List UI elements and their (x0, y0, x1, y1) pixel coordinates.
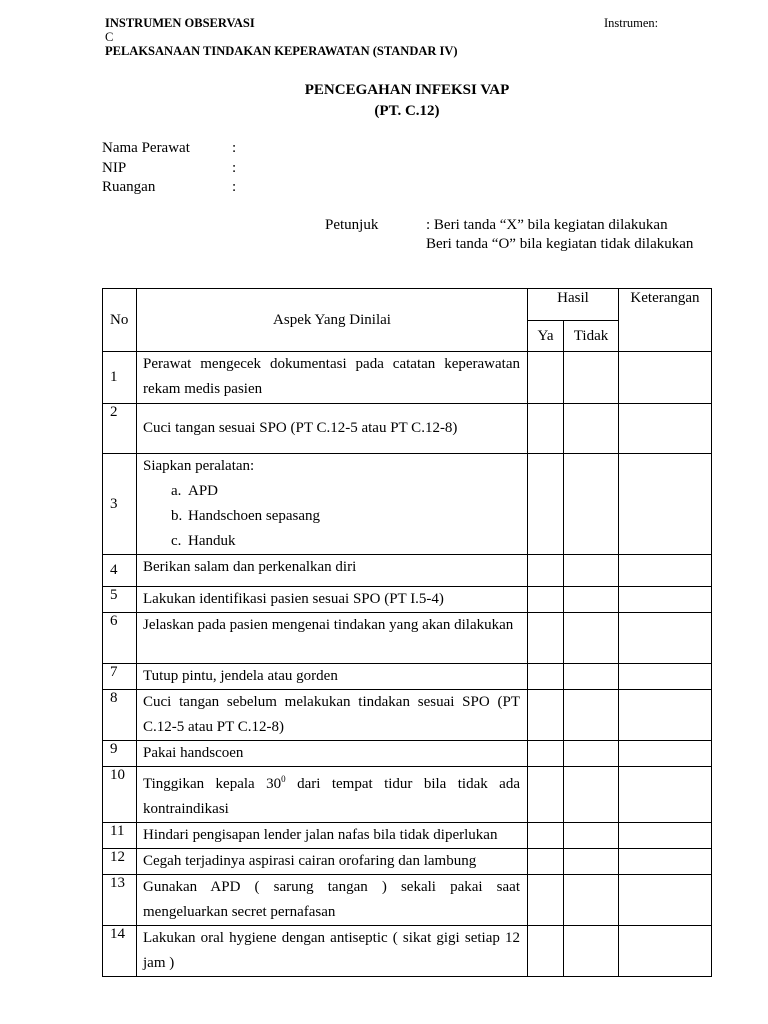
table-row (103, 613, 712, 664)
cell-ya[interactable] (528, 352, 564, 404)
list-item (171, 479, 520, 504)
row-aspect (137, 741, 528, 767)
degree-superscript: 0 (281, 774, 286, 784)
table-row (103, 555, 712, 587)
cell-tidak[interactable] (564, 767, 619, 823)
cell-tidak[interactable] (564, 613, 619, 664)
cell-tidak[interactable] (564, 926, 619, 977)
list-item-text: Handschoen sepasang (188, 508, 321, 524)
row-aspect (137, 555, 528, 587)
row-aspect-text: Cuci tangan sesuai SPO (PT C.12-5 atau PT C.12-8) (143, 420, 458, 436)
petunjuk-line1: : Beri tanda “X” bila kegiatan dilakukan (426, 217, 668, 233)
row-aspect-text: Lakukan identifikasi pasien sesuai SPO (PT I.5-4) (143, 591, 444, 607)
cell-tidak[interactable] (564, 587, 619, 613)
list-item (171, 529, 520, 554)
row-number: 7 (103, 664, 137, 690)
list-item-text: Handuk (188, 533, 236, 549)
row-number: 13 (103, 875, 137, 926)
table-row (103, 926, 712, 977)
table-row (103, 767, 712, 823)
cell-tidak[interactable] (564, 352, 619, 404)
petunjuk-line2: Beri tanda “O” bila kegiatan tidak dilakukan (426, 236, 694, 252)
row-aspect-text: Siapkan peralatan: (143, 458, 255, 474)
row-aspect (137, 926, 528, 977)
row-aspect (137, 690, 528, 741)
row-aspect (137, 823, 528, 849)
row-aspect-text: Berikan salam dan perkenalkan diri (143, 559, 357, 575)
header-subtitle: PELAKSANAAN TINDAKAN KEPERAWATAN (STANDAR IV) (105, 44, 458, 58)
cell-ya[interactable] (528, 587, 564, 613)
list-item-text: APD (188, 483, 219, 499)
row-number: 4 (103, 555, 137, 587)
field-nama-perawat-sep: : (232, 140, 237, 156)
row-number: 10 (103, 767, 137, 823)
field-ruangan-label: Ruangan (102, 179, 156, 195)
instrumen-label: Instrumen: (604, 16, 659, 30)
row-number: 2 (103, 404, 137, 454)
cell-ya[interactable] (528, 741, 564, 767)
cell-ya[interactable] (528, 767, 564, 823)
row-aspect-text-part: Tinggikan kepala 30 (143, 776, 282, 792)
row-aspect-text (143, 767, 520, 822)
cell-tidak[interactable] (564, 404, 619, 454)
row-aspect-text-part: dari tempat tidur bila tidak ada kontraindikasi (143, 776, 520, 817)
row-number: 6 (103, 613, 137, 664)
row-aspect-text: Pakai handscoen (143, 745, 244, 761)
cell-tidak[interactable] (564, 741, 619, 767)
row-aspect-text: Lakukan oral hygiene dengan antiseptic ( sikat gigi setiap 12 jam ) (143, 930, 520, 971)
list-item (171, 504, 520, 529)
equipment-list (143, 479, 520, 554)
header-ya: Ya (528, 321, 564, 352)
row-aspect (137, 613, 528, 664)
row-aspect-text: Hindari pengisapan lender jalan nafas bila tidak diperlukan (143, 827, 498, 843)
row-number: 1 (103, 352, 137, 404)
cell-ya[interactable] (528, 823, 564, 849)
header-code: C (105, 30, 114, 44)
cell-keterangan[interactable] (619, 926, 712, 977)
header-no: No (103, 289, 137, 352)
row-aspect (137, 454, 528, 555)
cell-keterangan[interactable] (619, 587, 712, 613)
row-number: 14 (103, 926, 137, 977)
field-nip-sep: : (232, 160, 237, 176)
cell-tidak[interactable] (564, 875, 619, 926)
row-number: 3 (103, 454, 137, 555)
table-row (103, 690, 712, 741)
cell-tidak[interactable] (564, 849, 619, 875)
row-aspect (137, 849, 528, 875)
table-header-row (103, 289, 712, 321)
header-title: INSTRUMEN OBSERVASI (105, 16, 255, 30)
cell-tidak[interactable] (564, 823, 619, 849)
field-ruangan-sep: : (232, 179, 237, 195)
cell-keterangan[interactable] (619, 613, 712, 664)
cell-ya[interactable] (528, 664, 564, 690)
row-aspect-text: Cuci tangan sebelum melakukan tindakan sesuai SPO (PT C.12-5 atau PT C.12-8) (143, 694, 520, 735)
row-aspect-text: Perawat mengecek dokumentasi pada catatan keperawatan rekam medis pasien (143, 356, 520, 397)
cell-ya[interactable] (528, 849, 564, 875)
cell-ya[interactable] (528, 454, 564, 555)
cell-tidak[interactable] (564, 664, 619, 690)
header-keterangan: Keterangan (619, 289, 712, 352)
cell-keterangan[interactable] (619, 823, 712, 849)
row-aspect (137, 664, 528, 690)
cell-ya[interactable] (528, 404, 564, 454)
row-number: 12 (103, 849, 137, 875)
list-item-letter: a. (171, 483, 182, 499)
header-tidak: Tidak (564, 321, 619, 352)
table-row (103, 454, 712, 555)
document-code: (PT. C.12) (374, 103, 440, 119)
cell-keterangan[interactable] (619, 875, 712, 926)
row-aspect (137, 587, 528, 613)
list-item-letter: c. (171, 533, 182, 549)
list-item-letter: b. (171, 508, 183, 524)
cell-ya[interactable] (528, 875, 564, 926)
field-nip-label: NIP (102, 160, 127, 176)
row-aspect (137, 404, 528, 454)
cell-keterangan[interactable] (619, 741, 712, 767)
cell-keterangan[interactable] (619, 664, 712, 690)
cell-ya[interactable] (528, 926, 564, 977)
row-aspect-text: Jelaskan pada pasien mengenai tindakan yang akan dilakukan (143, 617, 514, 633)
table-row (103, 823, 712, 849)
table-row (103, 352, 712, 404)
petunjuk-label: Petunjuk (325, 217, 379, 233)
document-title: PENCEGAHAN INFEKSI VAP (304, 82, 510, 98)
table-row (103, 849, 712, 875)
cell-keterangan[interactable] (619, 352, 712, 404)
header-hasil: Hasil (528, 289, 619, 321)
table-row (103, 664, 712, 690)
table-row (103, 875, 712, 926)
cell-keterangan[interactable] (619, 454, 712, 555)
row-aspect-text: Tutup pintu, jendela atau gorden (143, 668, 338, 684)
row-aspect (137, 352, 528, 404)
row-aspect-text: Cegah terjadinya aspirasi cairan orofaring dan lambung (143, 853, 477, 869)
cell-ya[interactable] (528, 613, 564, 664)
cell-tidak[interactable] (564, 454, 619, 555)
cell-keterangan[interactable] (619, 690, 712, 741)
table-row (103, 587, 712, 613)
cell-ya[interactable] (528, 555, 564, 587)
row-aspect-text: Gunakan APD ( sarung tangan ) sekali pakai saat mengeluarkan secret pernafasan (143, 879, 520, 920)
cell-keterangan[interactable] (619, 404, 712, 454)
cell-ya[interactable] (528, 690, 564, 741)
row-aspect (137, 875, 528, 926)
row-number: 8 (103, 690, 137, 741)
cell-tidak[interactable] (564, 555, 619, 587)
header-aspek: Aspek Yang Dinilai (137, 289, 528, 352)
table-row (103, 741, 712, 767)
cell-keterangan[interactable] (619, 849, 712, 875)
cell-tidak[interactable] (564, 690, 619, 741)
row-number: 11 (103, 823, 137, 849)
cell-keterangan[interactable] (619, 767, 712, 823)
observation-table (102, 288, 712, 977)
table-row (103, 404, 712, 454)
field-nama-perawat-label: Nama Perawat (102, 140, 190, 156)
row-aspect (137, 767, 528, 823)
cell-keterangan[interactable] (619, 555, 712, 587)
row-number: 5 (103, 587, 137, 613)
row-number: 9 (103, 741, 137, 767)
